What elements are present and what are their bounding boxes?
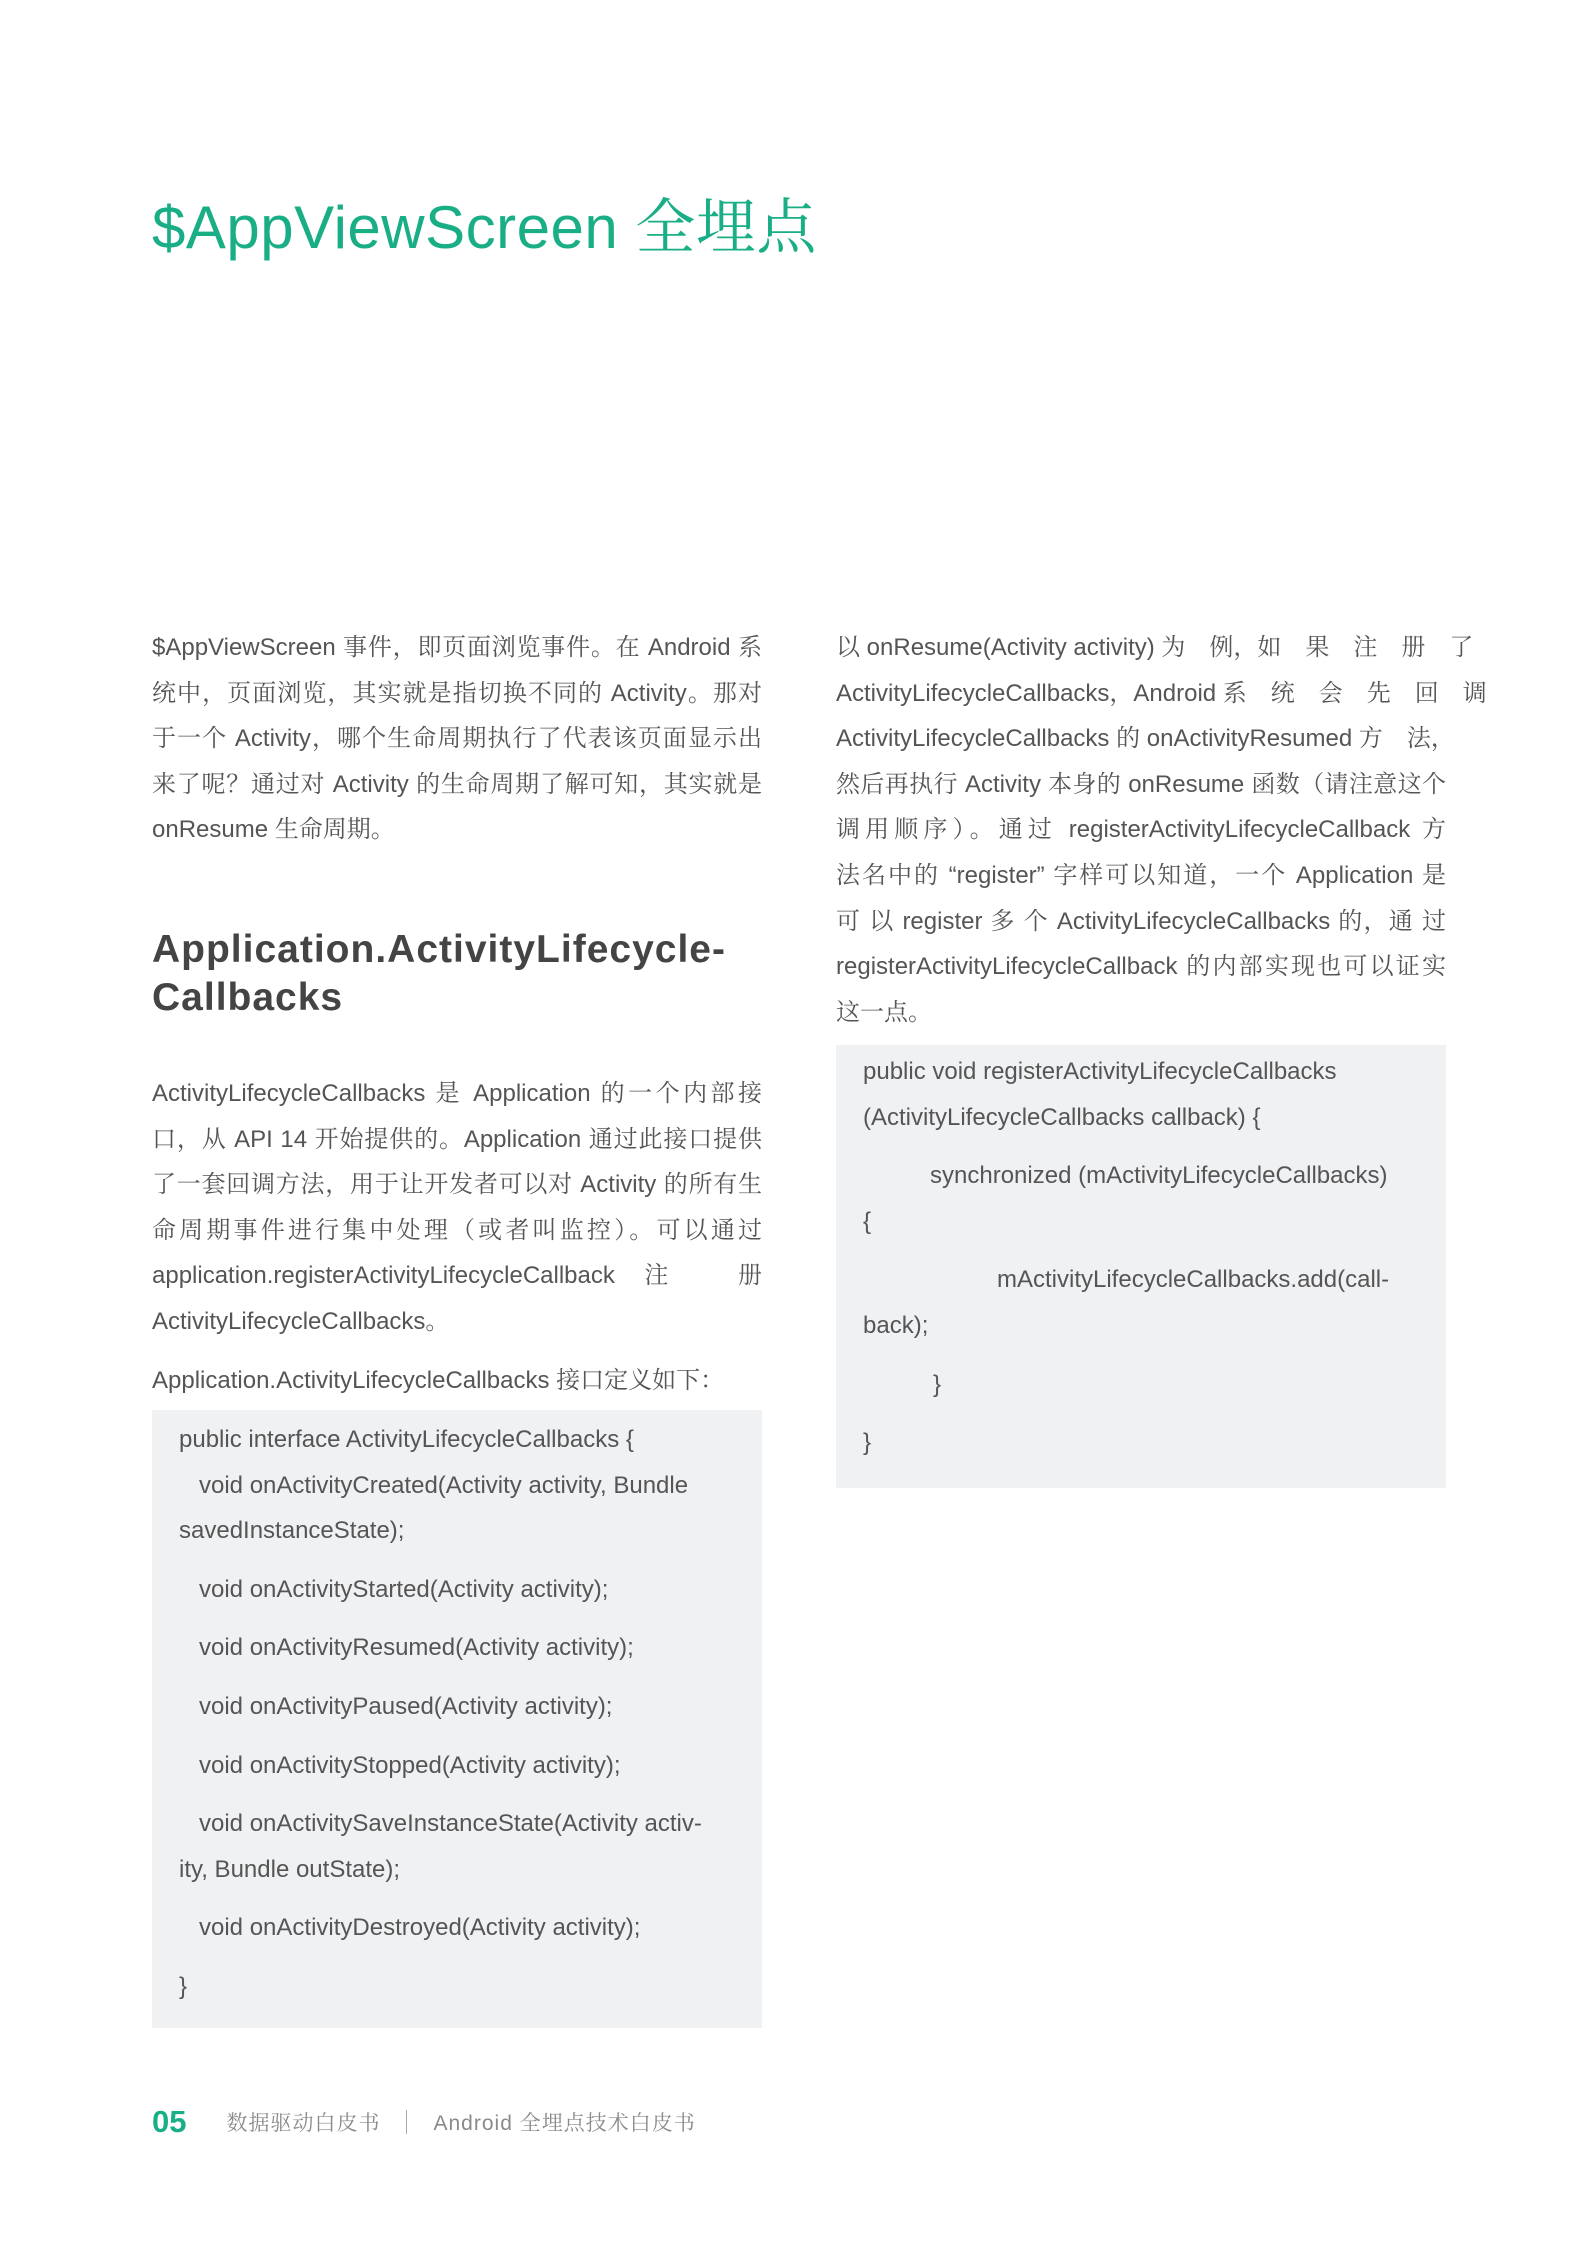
text-line: $AppViewScreen 事件，即页面浏览事件。在 Android 系 <box>152 634 762 661</box>
page-title: $AppViewScreen 全埋点 <box>152 194 817 261</box>
text-line: 统中，页面浏览，其实就是指切换不同的 Activity。那对 <box>152 679 762 707</box>
text-line: 命周期事件进行集中处理（或者叫监控）。可以通过 <box>152 1216 762 1244</box>
code-line: void onActivityPaused(Activity activity); <box>179 1692 613 1720</box>
footer-divider <box>406 2110 407 2134</box>
heading-line: Application.ActivityLifecycle- <box>152 928 726 971</box>
text-line: 然后再执行 Activity 本身的 onResume 函数（请注意这个 <box>836 770 1446 798</box>
code-line: void onActivityResumed(Activity activity); <box>179 1634 634 1662</box>
text-line: 这一点。 <box>836 998 932 1026</box>
code-line: } <box>863 1429 872 1457</box>
page-footer <box>152 2104 696 2140</box>
code-line: } <box>933 1370 942 1398</box>
text-line: ActivityLifecycleCallbacks 是 Application 的一个内部接 <box>152 1080 762 1107</box>
footer-series-title: 数据驱动白皮书 <box>226 2112 381 2135</box>
code-line: } <box>179 1972 188 2000</box>
text-line: 于一个 Activity，哪个生命周期执行了代表该页面显示出 <box>152 725 762 753</box>
text-line: 口，从 API 14 开始提供的。Application 通过此接口提供 <box>152 1125 762 1153</box>
text-line: 可 以 register 多 个 ActivityLifecycleCallbacks 的，通 过 <box>836 907 1446 935</box>
footer-book-title: Android 全埋点技术白皮书 <box>433 2112 696 2135</box>
code-line: void onActivityCreated(Activity activity, Bundle <box>179 1471 689 1499</box>
register-code-block <box>836 1045 1446 1488</box>
code-line: public void registerActivityLifecycleCallbacks <box>863 1058 1337 1085</box>
text-line: onResume 生命周期。 <box>152 816 395 844</box>
text-line: ActivityLifecycleCallbacks，Android 系 统 会 先 回 调 <box>836 679 1487 707</box>
section-heading <box>152 926 764 1022</box>
text-line: registerActivityLifecycleCallback 的内部实现也可以证实 <box>836 953 1446 981</box>
code-line: void onActivityStopped(Activity activity); <box>179 1751 621 1779</box>
text-line: 调用顺序）。通过 registerActivityLifecycleCallback 方 <box>836 816 1446 844</box>
text-line: 法名中的 “register” 字样可以知道，一个 Application 是 <box>836 861 1446 889</box>
text-line: application.registerActivityLifecycleCallback 注 册 <box>152 1262 762 1290</box>
text-line: 以 onResume(Activity activity) 为 例，如 果 注 册 了 <box>836 634 1474 661</box>
text-line: 了一套回调方法，用于让开发者可以对 Activity 的所有生 <box>152 1171 762 1199</box>
code-line: { <box>863 1207 872 1235</box>
text-line: ActivityLifecycleCallbacks 的 onActivityResumed 方 法， <box>836 725 1455 753</box>
code-line: void onActivityStarted(Activity activity); <box>179 1575 609 1603</box>
text-line: ActivityLifecycleCallbacks。 <box>152 1307 450 1335</box>
code-line: synchronized (mActivityLifecycleCallbacks) <box>930 1162 1388 1190</box>
page-number: 05 <box>152 2104 187 2139</box>
code-line: ity, Bundle outState); <box>179 1855 401 1883</box>
onresume-paragraph <box>836 625 1487 1035</box>
code-line: void onActivityDestroyed(Activity activity); <box>179 1914 641 1942</box>
heading-line: Callbacks <box>152 976 344 1019</box>
code-line: (ActivityLifecycleCallbacks callback) { <box>863 1103 1261 1131</box>
callbacks-paragraph <box>152 1071 762 1403</box>
intro-paragraph <box>152 625 762 853</box>
code-line: void onActivitySaveInstanceState(Activity activ- <box>179 1810 702 1838</box>
code-line: public interface ActivityLifecycleCallbacks { <box>179 1426 634 1453</box>
code-line: savedInstanceState); <box>179 1517 405 1545</box>
interface-code-block <box>152 1410 762 2028</box>
code-line: back); <box>863 1311 929 1339</box>
text-line: Application.ActivityLifecycleCallbacks 接口定义如下： <box>152 1366 725 1394</box>
code-line: mActivityLifecycleCallbacks.add(call- <box>997 1266 1390 1294</box>
text-line: 来了呢？通过对 Activity 的生命周期了解可知，其实就是 <box>152 770 762 798</box>
